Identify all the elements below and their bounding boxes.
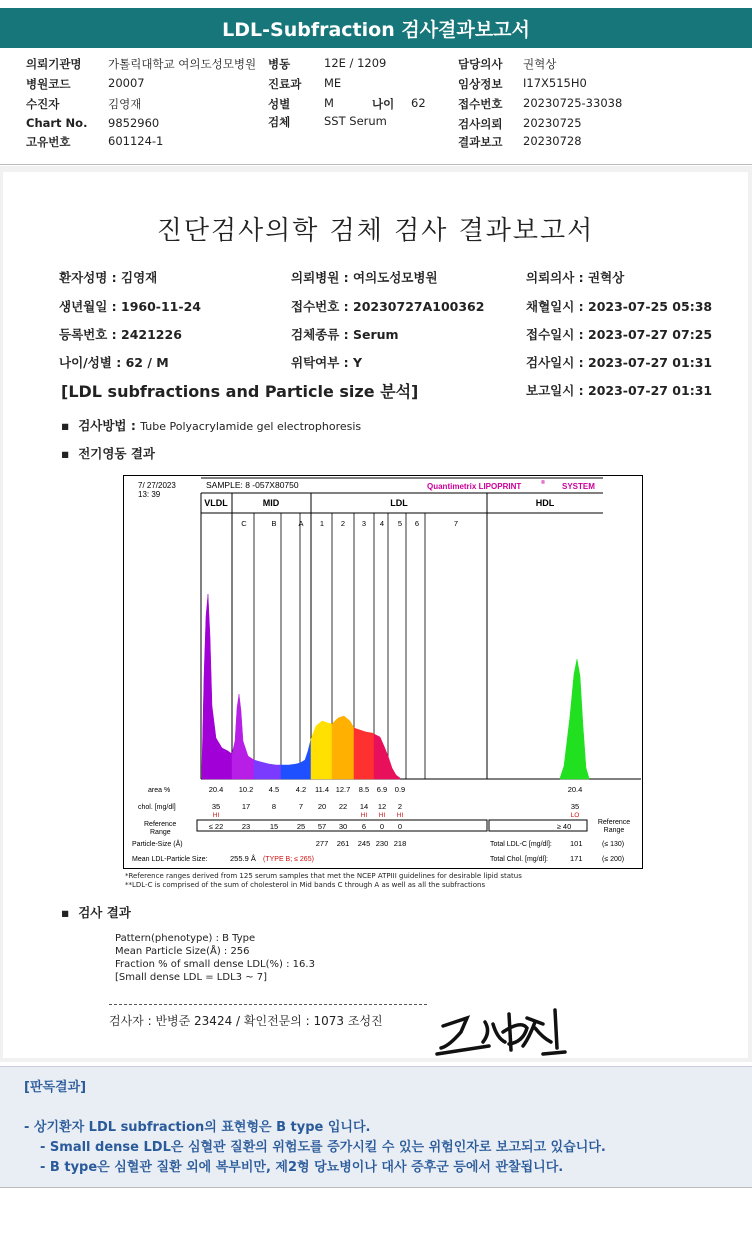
group-label: MID (262, 498, 280, 508)
registration-number: 등록번호 : 2421226 (59, 327, 182, 342)
referral-status: 위탁여부 : Y (291, 355, 363, 370)
result-sdldl-fraction: Fraction % of small dense LDL(%) : 16.3 (115, 959, 315, 970)
meta-panel (0, 50, 752, 165)
area-value: 4.5 (268, 785, 280, 794)
group-label: HDL (535, 498, 555, 508)
ref-right-label-2: Range (603, 827, 625, 834)
flag-value: HI (396, 812, 404, 819)
particle-value: 261 (336, 839, 350, 848)
flag-value: LO (570, 812, 580, 819)
meta-value: ME (324, 76, 342, 90)
meta-value: 9852960 (108, 116, 160, 130)
meta-value: 12E / 1209 (324, 56, 387, 70)
particle-value: 245 (357, 839, 371, 848)
mean-size-label: Mean LDL-Particle Size: (132, 856, 208, 863)
area-value: 20.4 (567, 785, 583, 794)
ldl5-area (388, 756, 400, 779)
result-mean-size: Mean Particle Size(Å) : 256 (115, 946, 250, 957)
total-chol-value: 171 (570, 854, 583, 863)
lipoprint-svg (124, 476, 642, 868)
meta-key: 나이 (372, 97, 395, 111)
meta-key: 담당의사 (458, 57, 503, 71)
ref-value: 0 (397, 822, 403, 831)
ldl2-area (332, 716, 354, 779)
meta-key: 임상정보 (458, 77, 503, 91)
area-value: 11.4 (314, 785, 330, 794)
band-label: 1 (319, 519, 325, 528)
patient-name: 환자성명 : 김영재 (59, 270, 158, 285)
ref-box-right (489, 820, 587, 831)
method-line: ▪ 검사방법 : Tube Polyacrylamide gel electrophoresis (61, 418, 362, 433)
interpretation-heading: [판독결과] (24, 1080, 87, 1095)
footnote-2: **LDL-C is comprised of the sum of cholesterol in Mid bands C through A as well as all the subfractions (125, 881, 486, 889)
chart-time: 13: 39 (138, 490, 161, 499)
signature-divider (109, 1004, 427, 1005)
interpretation-panel (0, 1066, 752, 1188)
band-label: C (241, 519, 247, 528)
electrophoresis-label: 전기영동 결과 (78, 446, 155, 461)
collection-time: 채혈일시 : 2023-07-25 05:38 (526, 299, 713, 314)
band-label: A (298, 519, 304, 528)
ref-value: 30 (338, 822, 348, 831)
chart-brand-suffix: SYSTEM (562, 482, 595, 491)
band-label: B (271, 519, 277, 528)
meta-value: 가톨릭대학교 여의도성모병원 (108, 57, 257, 71)
chol-value: 22 (338, 802, 348, 811)
signature-text: 검사자 : 반병준 23424 / 확인전문의 : 1073 조성진 (109, 1014, 383, 1028)
footnote-1: *Reference ranges derived from 125 serum samples that met the NCEP ATPIII guidelines for desirable lipid status (125, 872, 522, 880)
meta-key: 진료과 (268, 77, 302, 91)
meta-value: 권혁상 (523, 57, 557, 71)
meta-key: 의뢰기관명 (26, 57, 82, 71)
meta-value: I17X515H0 (523, 76, 587, 90)
particle-value: 277 (315, 839, 329, 848)
meta-value: 20230728 (523, 134, 582, 148)
result-pattern: Pattern(phenotype) : B Type (115, 933, 256, 944)
ref-value: 0 (379, 822, 385, 831)
meta-key: 접수번호 (458, 97, 503, 111)
ldl4-area (374, 734, 388, 779)
band-label: 6 (414, 519, 420, 528)
group-label: VLDL (204, 498, 228, 508)
band-label: 2 (340, 519, 346, 528)
meta-value: SST Serum (324, 114, 387, 128)
mid-a-tail (300, 739, 311, 779)
chol-value: 14 (359, 802, 369, 811)
area-value: 12.7 (335, 785, 351, 794)
meta-value: 김영재 (108, 97, 142, 111)
ref-value: 15 (269, 822, 279, 831)
meta-value: M (324, 96, 334, 110)
total-ldl-label: Total LDL-C [mg/dl]: (490, 841, 552, 848)
section-title: [LDL subfractions and Particle size 분석] (61, 382, 419, 401)
scanned-report (3, 172, 748, 1058)
result-label: 검사 결과 (78, 905, 131, 920)
chart-date: 7/ 27/2023 (138, 481, 176, 490)
ref-row-label-2: Range (150, 829, 171, 836)
chart-sample: SAMPLE: 8 -057X80750 (206, 480, 299, 490)
birth-date: 생년월일 : 1960-11-24 (59, 299, 201, 314)
ref-value: 23 (241, 822, 251, 831)
hdl-peak (560, 659, 589, 779)
result-sdldl-definition: [Small dense LDL = LDL3 ~ 7] (115, 972, 268, 983)
total-chol-ref: (≤ 200) (602, 856, 625, 863)
meta-key: 병동 (268, 57, 291, 71)
requesting-doctor: 의뢰의사 : 권혁상 (526, 270, 625, 285)
age-sex: 나이/성별 : 62 / M (59, 355, 169, 370)
report-time: 보고일시 : 2023-07-27 01:31 (526, 383, 713, 398)
mid-a-area (281, 763, 300, 779)
report-title-bar (0, 8, 752, 48)
mean-size-value: 255.9 Å (230, 854, 256, 863)
meta-value: 20007 (108, 76, 145, 90)
ref-row-label-1: Reference (144, 821, 177, 828)
type-text: (TYPE B; ≤ 265) (263, 856, 314, 863)
ref-value: ≥ 40 (556, 822, 572, 831)
chol-value: 35 (570, 802, 580, 811)
handwritten-signature (431, 1002, 571, 1062)
report-image-panel (0, 166, 752, 1062)
interpretation-line: - 상기환자 LDL subfraction의 표현형은 B type 입니다. (24, 1120, 371, 1135)
area-value: 4.2 (295, 785, 307, 794)
flag-value: HI (378, 812, 386, 819)
meta-key: 검체 (268, 115, 291, 129)
requesting-hospital: 의뢰병원 : 여의도성모병원 (291, 270, 438, 285)
particle-value: 218 (393, 839, 407, 848)
ref-right-label-1: Reference (597, 819, 631, 826)
meta-key: 검사의뢰 (458, 117, 503, 131)
meta-value: 20230725 (523, 116, 582, 130)
chol-value: 20 (317, 802, 327, 811)
total-ldl-value: 101 (570, 839, 583, 848)
specimen-type: 검체종류 : Serum (291, 327, 399, 342)
meta-key: Chart No. (26, 116, 88, 130)
ldl3-area (354, 728, 374, 779)
meta-value: 62 (411, 96, 426, 110)
received-time: 접수일시 : 2023-07-27 07:25 (526, 327, 713, 342)
test-time: 검사일시 : 2023-07-27 01:31 (526, 355, 713, 370)
area-value: 10.2 (238, 785, 254, 794)
mid-b-area (254, 760, 281, 779)
interpretation-line: - Small dense LDL은 심혈관 질환의 위험도를 증가시킬 수 있는 위험인자로 보고되고 있습니다. (40, 1140, 606, 1155)
result-heading: ▪ 검사 결과 (61, 905, 131, 920)
band-label: 4 (379, 519, 385, 528)
chol-value: 7 (298, 802, 304, 811)
meta-key: 병원코드 (26, 77, 71, 91)
method-label: 검사방법 : (78, 418, 136, 433)
meta-value: 20230725-33038 (523, 96, 623, 110)
particle-row-label: Particle-Size (Å) (132, 841, 183, 848)
mid-c-area (232, 694, 254, 779)
chol-row-label: chol. [mg/dl] (138, 804, 176, 811)
area-value: 0.9 (394, 785, 406, 794)
ref-value: 57 (317, 822, 327, 831)
area-row-label: area % (148, 787, 171, 794)
meta-value: 601124-1 (108, 134, 164, 148)
area-value: 8.5 (358, 785, 370, 794)
chol-value: 2 (397, 802, 403, 811)
accession-number: 접수번호 : 20230727A100362 (291, 299, 485, 314)
meta-key: 수진자 (26, 97, 60, 111)
ref-value: 25 (296, 822, 306, 831)
electrophoresis-heading: ▪ 전기영동 결과 (61, 446, 155, 461)
document-title: 진단검사의학 검체 검사 결과보고서 (156, 216, 595, 246)
area-value: 20.4 (208, 785, 224, 794)
chol-value: 8 (271, 802, 277, 811)
chol-value: 17 (241, 802, 251, 811)
meta-key: 결과보고 (458, 135, 503, 149)
particle-value: 230 (375, 839, 389, 848)
chol-value: 35 (211, 802, 221, 811)
interpretation-line: - B type은 심혈관 질환 외에 복부비만, 제2형 당뇨병이나 대사 증후군 등에서 관찰됩니다. (40, 1160, 564, 1175)
lipoprint-chart (123, 475, 643, 869)
chart-brand-mark: ® (541, 480, 546, 486)
flag-value: HI (360, 812, 368, 819)
ref-value: 6 (361, 822, 367, 831)
vldl-peak (202, 594, 232, 779)
band-label: 3 (361, 519, 367, 528)
meta-key: 성별 (268, 97, 291, 111)
meta-key: 고유번호 (26, 135, 71, 149)
total-chol-label: Total Chol. [mg/dl]: (490, 856, 548, 863)
method-value: Tube Polyacrylamide gel electrophoresis (140, 420, 362, 433)
band-label: 5 (397, 519, 403, 528)
area-value: 6.9 (376, 785, 388, 794)
chol-value: 12 (377, 802, 387, 811)
ldl1-area (311, 721, 332, 779)
ref-value: ≤ 22 (208, 822, 224, 831)
band-label: 7 (453, 519, 459, 528)
flag-value: HI (212, 812, 220, 819)
total-ldl-ref: (≤ 130) (602, 841, 625, 848)
chart-brand: Quantimetrix LIPOPRINT (427, 482, 522, 491)
report-title: LDL-Subfraction 검사결과보고서 (222, 18, 530, 41)
group-label: LDL (390, 498, 408, 508)
